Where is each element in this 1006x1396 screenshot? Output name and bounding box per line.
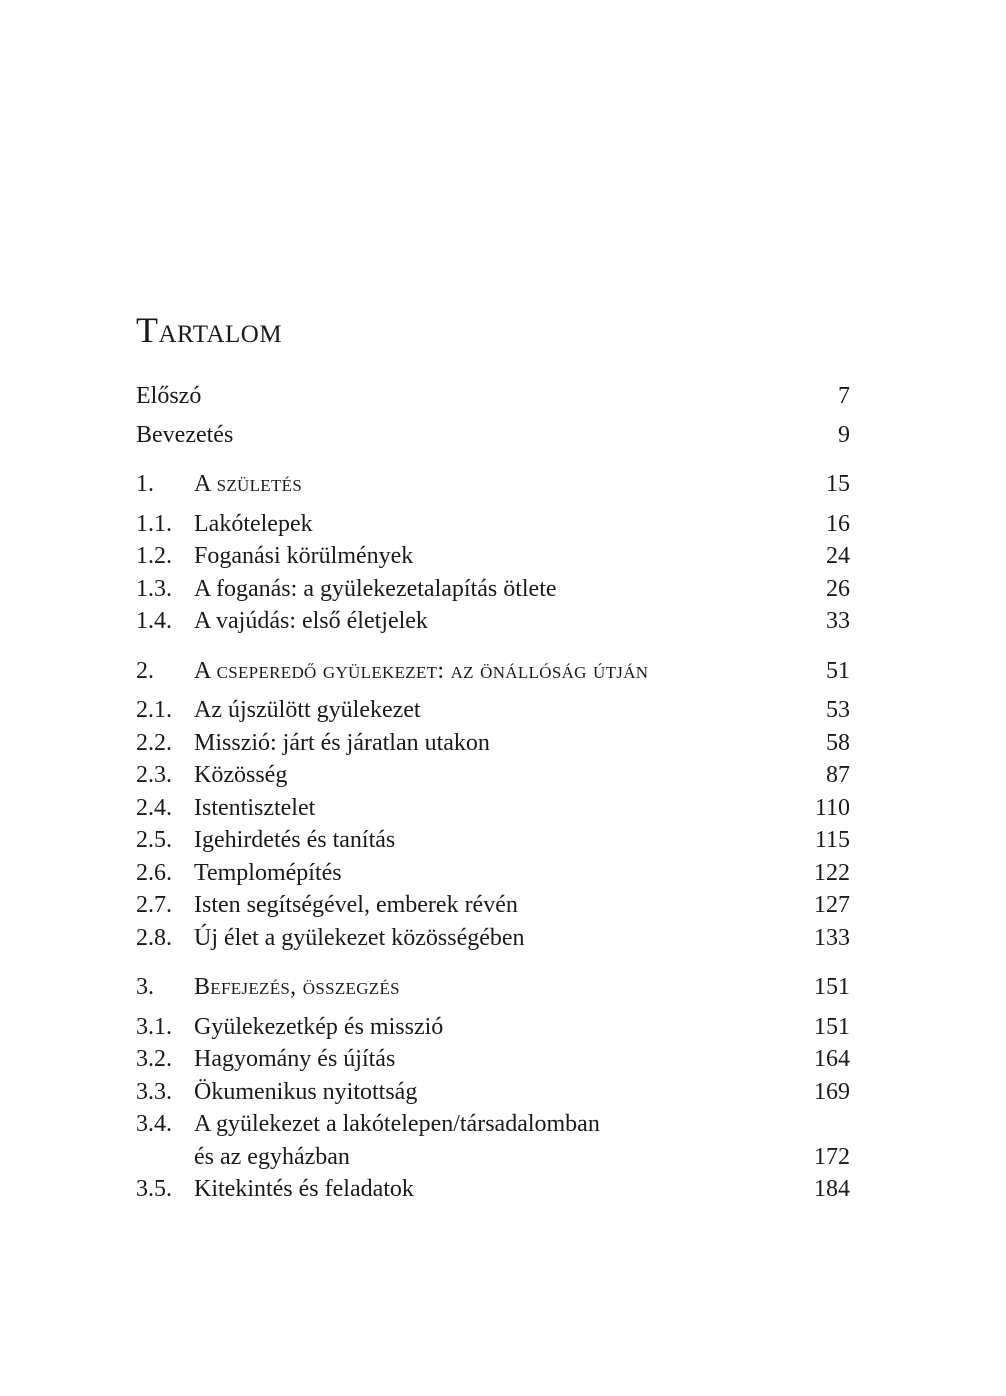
section-number: 2.3.: [136, 762, 172, 788]
section-number: 2.4.: [136, 794, 172, 821]
section-title: Gyülekezetkép és misszió: [194, 1013, 444, 1040]
entry-page-number: 87: [826, 762, 850, 788]
entry-page-number: 110: [814, 794, 850, 821]
section-title: Isten segítségével, emberek révén: [194, 892, 518, 918]
section-title: Az újszülött gyülekezet: [194, 697, 421, 723]
toc-chapter-1[interactable]: [136, 468, 850, 501]
toc-section-3-5[interactable]: [136, 1173, 850, 1206]
entry-page-number: 133: [814, 924, 850, 951]
toc-entry-introduction[interactable]: [136, 419, 850, 452]
section-number: 1.2.: [136, 543, 172, 569]
section-title: Közösség: [194, 762, 288, 788]
entry-page-number: 169: [814, 1078, 850, 1105]
section-number: 2.5.: [136, 827, 172, 853]
section-number: 3.1.: [136, 1013, 172, 1040]
entry-page-number: 7: [838, 383, 850, 409]
section-title: [194, 1108, 810, 1173]
section-number: 3.5.: [136, 1176, 172, 1202]
toc-section-2-6[interactable]: [136, 857, 850, 890]
section-title-line-1: A gyülekezet a lakótelepen/társadalomban: [194, 1111, 600, 1137]
section-title: Istentisztelet: [194, 794, 316, 821]
section-number: 2.8.: [136, 924, 172, 951]
section-title: A foganás: a gyülekezetalapítás ötlete: [194, 575, 557, 602]
section-number: 1.3.: [136, 575, 172, 602]
toc-section-1-4[interactable]: [136, 605, 850, 638]
entry-page-number: 172: [814, 1143, 850, 1170]
section-number: 3.4.: [136, 1111, 172, 1137]
section-title-line-2: és az egyházban: [194, 1143, 350, 1170]
section-title: Misszió: járt és járatlan utakon: [194, 729, 490, 756]
toc-section-2-5[interactable]: [136, 824, 850, 857]
section-number: 2.1.: [136, 697, 172, 723]
section-title: A vajúdás: első életjelek: [194, 608, 428, 634]
entry-page-number: 53: [826, 697, 850, 723]
entry-page-number: 127: [814, 892, 850, 918]
entry-page-number: 151: [814, 974, 850, 1000]
section-title: Igehirdetés és tanítás: [194, 827, 396, 853]
section-number: 1.4.: [136, 608, 172, 634]
toc-section-1-1[interactable]: [136, 508, 850, 541]
toc-section-2-4[interactable]: [136, 792, 850, 825]
toc-section-2-1[interactable]: [136, 694, 850, 727]
toc-section-2-3[interactable]: [136, 759, 850, 792]
entry-page-number: 15: [826, 471, 850, 497]
section-title: Foganási körülmények: [194, 543, 414, 569]
toc-title: Tartalom: [136, 310, 283, 350]
entry-page-number: 115: [814, 827, 850, 853]
entry-page-number: 26: [826, 575, 850, 602]
entry-page-number: 33: [826, 608, 850, 634]
entry-page-number: 16: [826, 510, 850, 537]
entry-page-number: 24: [826, 543, 850, 569]
toc-entry-preface[interactable]: [136, 380, 850, 413]
entry-page-number: 51: [826, 657, 850, 684]
section-number: 3.2.: [136, 1046, 172, 1072]
toc-section-3-2[interactable]: [136, 1043, 850, 1076]
section-title: Ökumenikus nyitottság: [194, 1078, 418, 1105]
toc-chapter-2[interactable]: [136, 655, 850, 688]
section-title: Templomépítés: [194, 859, 342, 886]
toc-page: [136, 300, 850, 1206]
section-title: Új élet a gyülekezet közösségében: [194, 924, 525, 951]
entry-page-number: 151: [814, 1013, 850, 1040]
toc-chapter-3[interactable]: [136, 971, 850, 1004]
toc-section-1-2[interactable]: [136, 540, 850, 573]
section-number: 2.2.: [136, 729, 172, 756]
entry-label: Bevezetés: [136, 421, 234, 448]
chapter-number: 3.: [136, 974, 154, 1000]
entry-page-number: 184: [814, 1176, 850, 1202]
toc-section-2-7[interactable]: [136, 889, 850, 922]
toc-section-2-8[interactable]: [136, 922, 850, 955]
section-number: 3.3.: [136, 1078, 172, 1105]
chapter-number: 1.: [136, 471, 154, 497]
entry-label: Előszó: [136, 383, 202, 409]
chapter-title: A születés: [194, 471, 303, 497]
entry-page-number: 164: [814, 1046, 850, 1072]
section-title: Kitekintés és feladatok: [194, 1176, 414, 1202]
toc-section-3-4[interactable]: [136, 1108, 850, 1173]
toc-section-2-2[interactable]: [136, 727, 850, 760]
toc-section-1-3[interactable]: [136, 573, 850, 606]
entry-page-number: 9: [838, 421, 850, 448]
section-title: Hagyomány és újítás: [194, 1046, 396, 1072]
section-number: 2.7.: [136, 892, 172, 918]
entry-page-number: 58: [826, 729, 850, 756]
entry-page-number: 122: [814, 859, 850, 886]
table-of-contents: [136, 380, 850, 1206]
section-number: 1.1.: [136, 510, 172, 537]
section-title: Lakótelepek: [194, 510, 313, 537]
chapter-number: 2.: [136, 657, 154, 684]
toc-section-3-1[interactable]: [136, 1011, 850, 1044]
chapter-title: Befejezés, összegzés: [194, 974, 400, 1000]
toc-section-3-3[interactable]: [136, 1076, 850, 1109]
section-number: 2.6.: [136, 859, 172, 886]
chapter-title: A cseperedő gyülekezet: az önállóság útján: [194, 657, 649, 684]
